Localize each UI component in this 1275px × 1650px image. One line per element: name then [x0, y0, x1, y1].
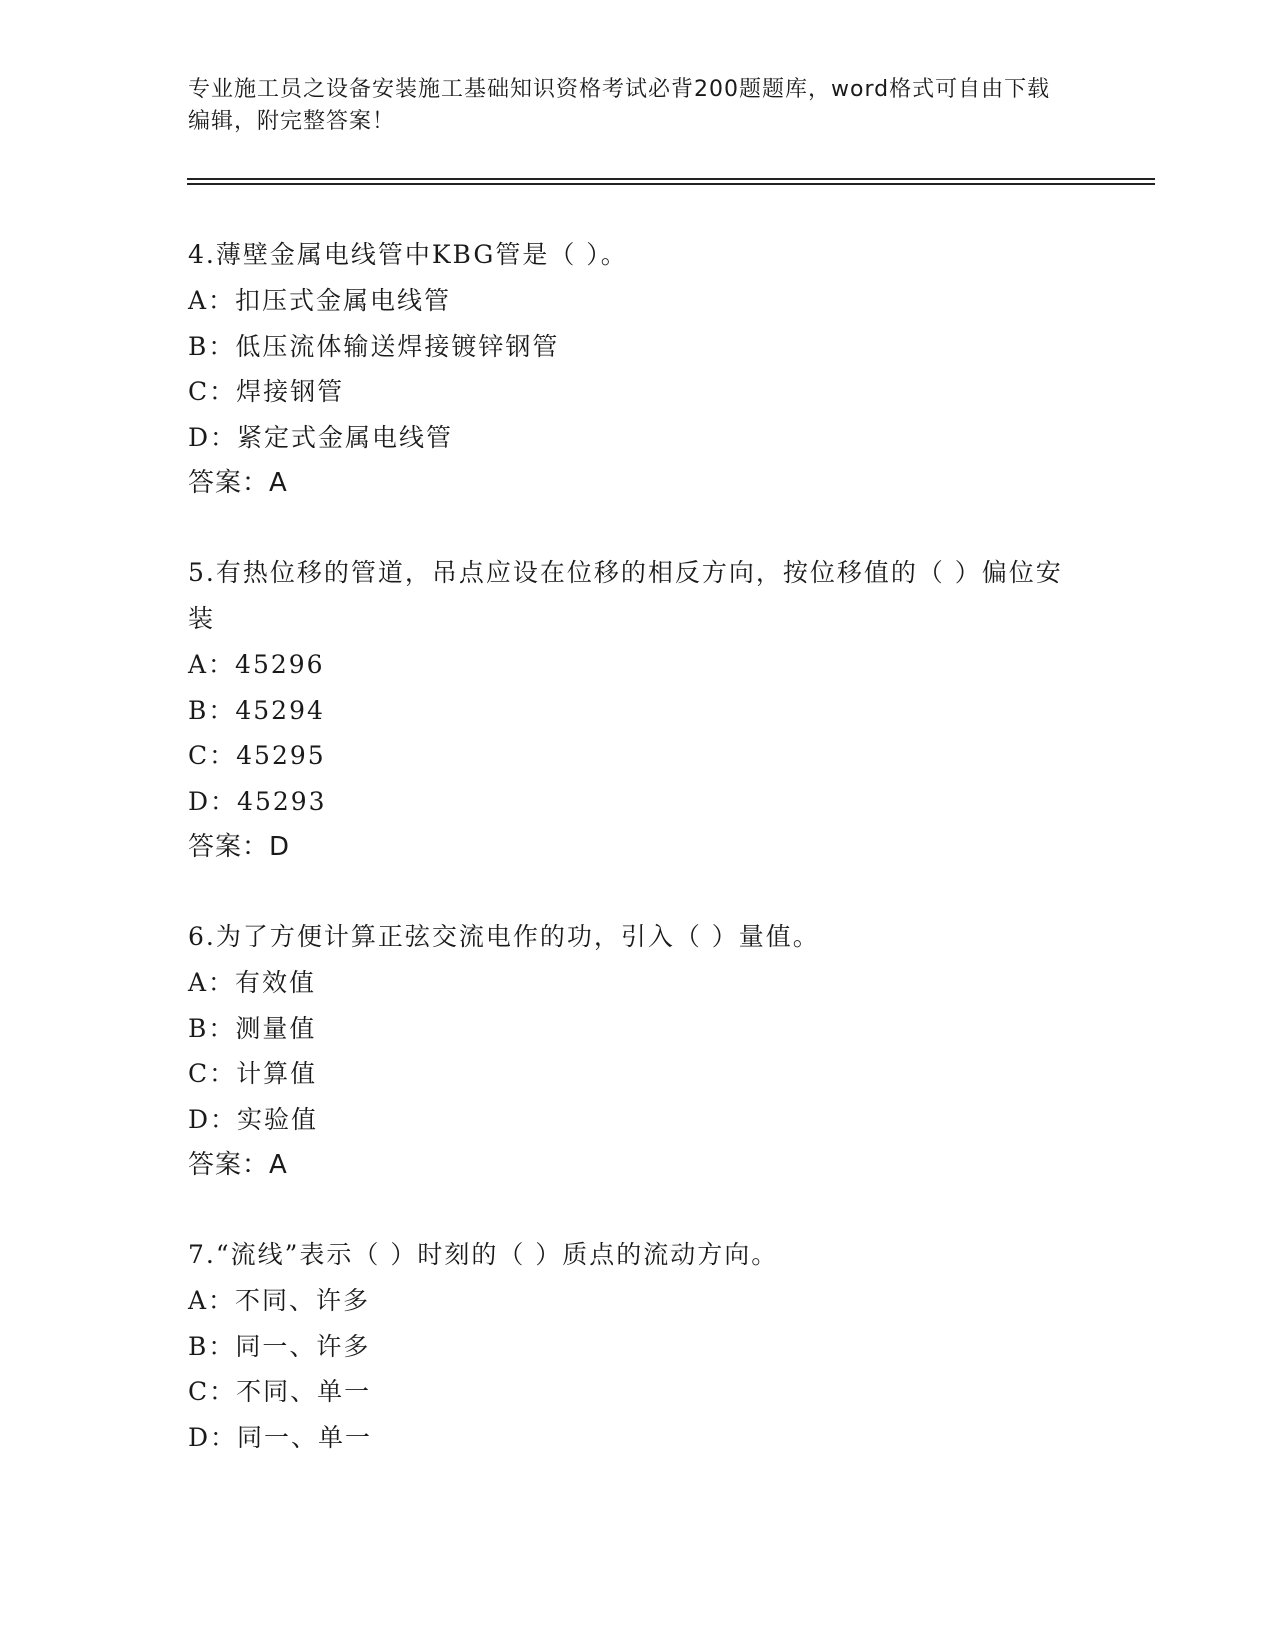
answer: 答案：A	[188, 1150, 288, 1180]
option-a: A：有效值	[188, 968, 317, 997]
answer: 答案：D	[188, 832, 291, 862]
question-5	[188, 550, 1088, 870]
option-d: D：紧定式金属电线管	[188, 422, 454, 452]
question-stem: 5.有热位移的管道，吊点应设在位移的相反方向，按位移值的（ ）偏位安装	[188, 558, 1063, 633]
option-c: C：焊接钢管	[188, 377, 345, 406]
option-b: B：低压流体输送焊接镀锌钢管	[188, 331, 560, 361]
option-d: D：实验值	[188, 1104, 319, 1134]
option-c: C：不同、单一	[188, 1377, 372, 1406]
option-d: D：同一、单一	[188, 1422, 373, 1452]
answer: 答案：A	[188, 468, 288, 498]
option-b: B：45294	[188, 695, 325, 725]
question-stem: 7.“流线”表示（ ）时刻的（ ）质点的流动方向。	[188, 1240, 779, 1269]
question-list	[188, 232, 1088, 1460]
option-d: D：45293	[188, 786, 327, 816]
spacer	[188, 1188, 1088, 1232]
option-b: B：同一、许多	[188, 1331, 371, 1361]
option-c: C：45295	[188, 741, 326, 770]
question-stem: 6.为了方便计算正弦交流电作的功，引入（ ）量值。	[188, 922, 820, 951]
option-a: A：不同、许多	[188, 1286, 371, 1315]
question-stem: 4.薄壁金属电线管中KBG管是（ ）。	[188, 240, 628, 269]
question-6	[188, 914, 1088, 1188]
option-a: A：45296	[188, 650, 325, 679]
spacer	[188, 506, 1088, 550]
header-divider-bottom	[187, 183, 1155, 185]
header-divider-top	[187, 178, 1155, 180]
option-b: B：测量值	[188, 1013, 317, 1043]
document-header: 专业施工员之设备安装施工基础知识资格考试必背200题题库，word格式可自由下载编辑，附完整答案！	[188, 77, 1051, 134]
option-a: A：扣压式金属电线管	[188, 286, 452, 315]
question-7	[188, 1232, 1088, 1460]
spacer	[188, 870, 1088, 914]
option-c: C：计算值	[188, 1059, 318, 1088]
question-4	[188, 232, 1088, 506]
